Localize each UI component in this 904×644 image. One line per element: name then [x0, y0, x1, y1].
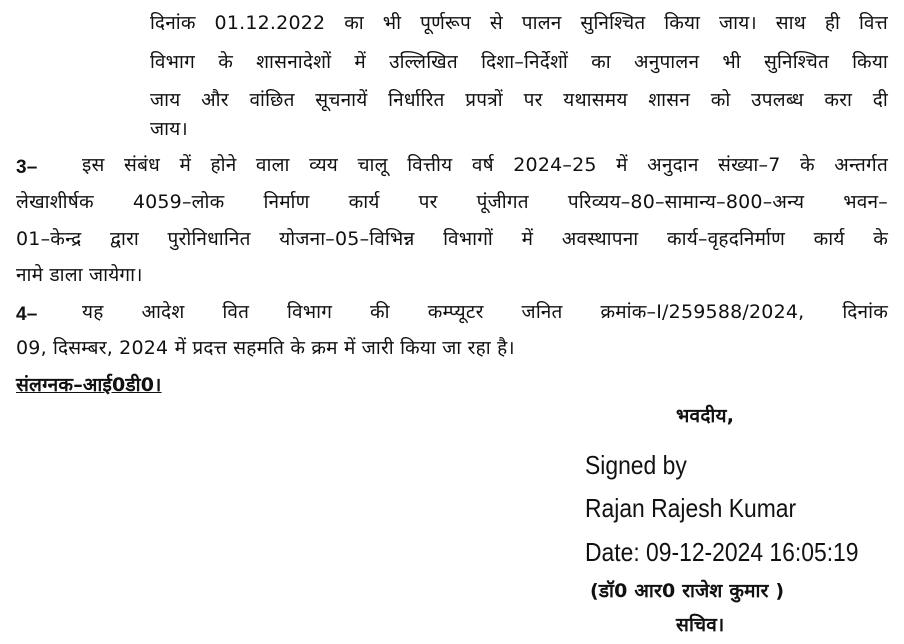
para2-line-2: विभाग के शासनादेशों में उल्लिखित दिशा–निर्देशों का अनुपालन भी सुनिश्चित किया: [150, 51, 888, 73]
signature-name: Rajan Rajesh Kumar: [585, 493, 797, 523]
para4-number: 4–: [16, 304, 38, 325]
signatory-designation: सचिव।: [676, 614, 725, 636]
para2-line-1: दिनांक 01.12.2022 का भी पूर्णरूप से पालन सुनिश्चित किया जाय। साथ ही वित्त: [150, 12, 888, 34]
signature-signed-by: Signed by: [585, 450, 687, 480]
signature-date: Date: 09-12-2024 16:05:19: [585, 537, 859, 567]
signatory-name: (डॉ0 आर0 राजेश कुमार ): [590, 580, 785, 602]
para2-line-3: जाय और वांछित सूचनायें निर्धारित प्रपत्रों पर यथासमय शासन को उपलब्ध करा दी: [150, 89, 888, 111]
para3-line-2: लेखाशीर्षक 4059–लोक निर्माण कार्य पर पूंजीगत परिव्यय–80–सामान्य–800–अन्य भवन–: [16, 191, 888, 213]
para3-line-1: इस संबंध में होने वाला व्यय चालू वित्तीय वर्ष 2024–25 में अनुदान संख्या–7 के अन्तर्गत: [82, 154, 888, 176]
para2-line-4: जाय।: [150, 118, 188, 140]
enclosure-label: संलग्नक–आई0डी0।: [16, 374, 162, 396]
para3-line-3: 01–केन्द्र द्वारा पुरोनिधानित योजना–05–विभिन्न विभागों में अवस्थापना कार्य–वृहदनिर्माण कार्य के: [16, 228, 888, 250]
para4-line-2: 09, दिसम्बर, 2024 में प्रदत्त सहमति के क्रम में जारी किया जा रहा है।: [16, 337, 515, 359]
para4-line-1: यह आदेश वित विभाग की कम्प्यूटर जनित क्रमांक–I/259588/2024, दिनांक: [82, 301, 888, 323]
closing-salutation: भवदीय,: [676, 405, 735, 427]
para3-number: 3–: [16, 157, 38, 178]
para3-line-4: नामे डाला जायेगा।: [16, 264, 143, 286]
